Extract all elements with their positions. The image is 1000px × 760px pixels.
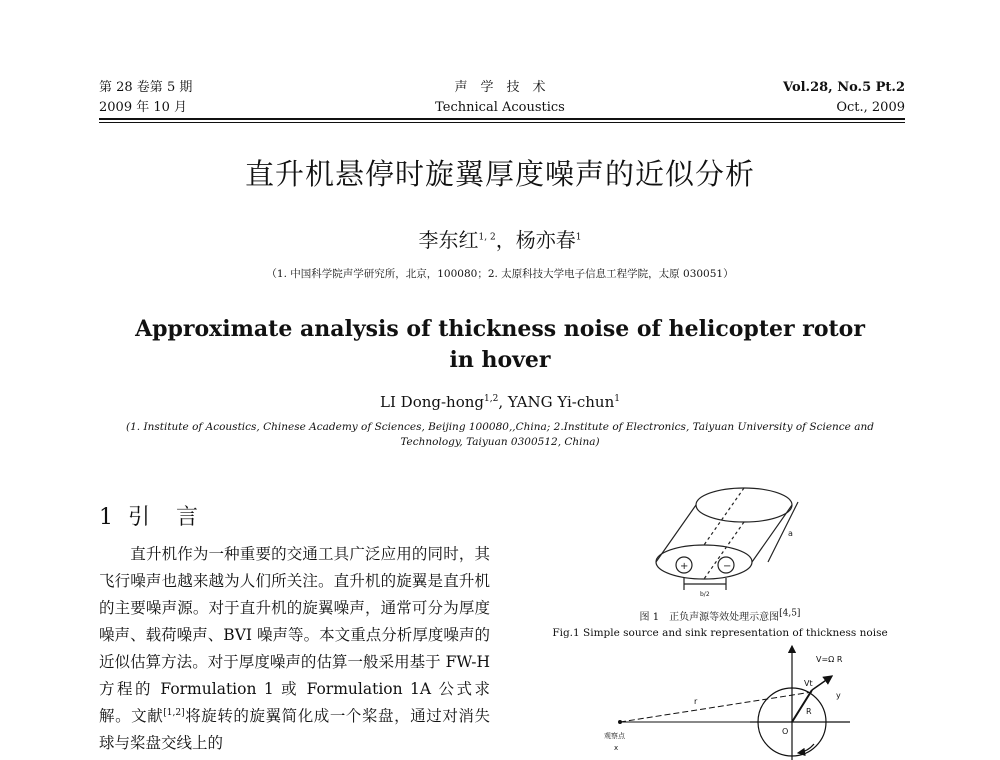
observer-distance-line [620,692,812,722]
radius-label-R: R [806,707,812,716]
y-axis-label: y [836,691,841,700]
velocity-label: V=Ω R [816,655,843,664]
journal-name-cn: 声 学 技 术 [454,80,546,95]
section-title: 引 言 [128,505,201,530]
cylinder-edge-left [656,505,696,562]
citation-ref: [1,2] [163,707,185,718]
figure-1-caption-cn-text: 图 1 正负声源等效处理示意图 [639,612,780,623]
paper-title-en: Approximate analysis of thickness noise of helicopter rotor in hover [135,316,865,373]
figure-2-diagram [600,640,870,760]
rotation-arrow-arc [798,744,814,753]
dimension-label-b: b/2 [700,591,710,598]
distance-label-r: r [694,697,698,706]
figure-1-caption-cn [560,608,880,623]
author-2-cn: 杨亦春 [515,228,576,252]
journal-volume-issue-cn: 第 28 卷第 5 期 [99,80,193,95]
author-1-en: LI Dong-hong [380,393,485,411]
author-2-cn-affil: 1 [575,232,582,243]
observer-label: 观察点 [604,732,625,740]
radius-vector-R [792,690,812,722]
origin-label: O [782,727,789,736]
figure-1-caption-en: Fig.1 Simple source and sink representation of thickness noise [552,627,888,639]
affiliation-en: (1. Institute of Acoustics, Chinese Academy of Sciences, Beijing 100080,,China; 2.Institute of Electronics, Taiyuan University of Science and Technology, Taiyuan 0300512, China) [126,421,874,448]
section-heading [99,500,200,531]
intro-text-1: 直升机作为一种重要的交通工具广泛应用的同时，其飞行噪声也越来越为人们所关注。直升机的旋翼是直升机的主要噪声源。对于直升机的旋翼噪声，通常可分为厚度噪声、载荷噪声、BVI 噪声等。本文重点分析厚度噪声的近似估算方法。对于厚度噪声的估算一般采用基于 FW-H 方程的 Formulation 1 或 Formulation 1A 公式求解。文献 [99,545,490,725]
sink-minus-symbol: − [723,561,732,572]
author-2-en-affil: 1 [614,394,620,404]
cylinder-bottom-ellipse [656,545,752,579]
journal-date-cn: 2009 年 10 月 [99,100,188,115]
journal-date-en: Oct., 2009 [836,100,905,115]
cylinder-top-ellipse [696,488,792,522]
authors-cn [0,224,1000,253]
dimension-label-a: a [788,529,793,538]
paper-title-cn: 直升机悬停时旋翼厚度噪声的近似分析 [244,157,755,191]
affiliation-cn: （1. 中国科学院声学研究所，北京，100080；2. 太原科技大学电子信息工程学院，太原 030051） [266,268,734,280]
x-axis-label: x [614,744,619,752]
figure-1-diagram [640,480,820,600]
figure-1-caption-ref: [4,5] [779,608,801,619]
header-rule-thin [99,122,905,123]
journal-name-en: Technical Acoustics [435,100,565,115]
author-separator-en: , [498,393,508,411]
author-separator-cn: ， [495,228,516,252]
section-number: 1 [99,505,115,530]
header-rule-thick [99,118,905,120]
intro-paragraph [99,541,490,757]
author-1-cn-affil: 1, 2 [478,232,496,243]
observer-point [618,720,622,724]
intro-text-2: 将旋转的旋翼简化成一个桨盘，通过对消失球与桨盘交线上的 [99,707,490,752]
author-1-en-affil: 1,2 [484,394,499,404]
authors-en [0,393,1000,411]
author-2-en: YANG Yi-chun [507,393,615,411]
source-plus-symbol: + [680,561,689,572]
author-1-cn: 李东红 [418,228,479,252]
velocity-vector [812,676,832,690]
tangential-velocity-label: Vt [804,679,813,688]
journal-volume-issue-en: Vol.28, No.5 Pt.2 [783,80,905,95]
